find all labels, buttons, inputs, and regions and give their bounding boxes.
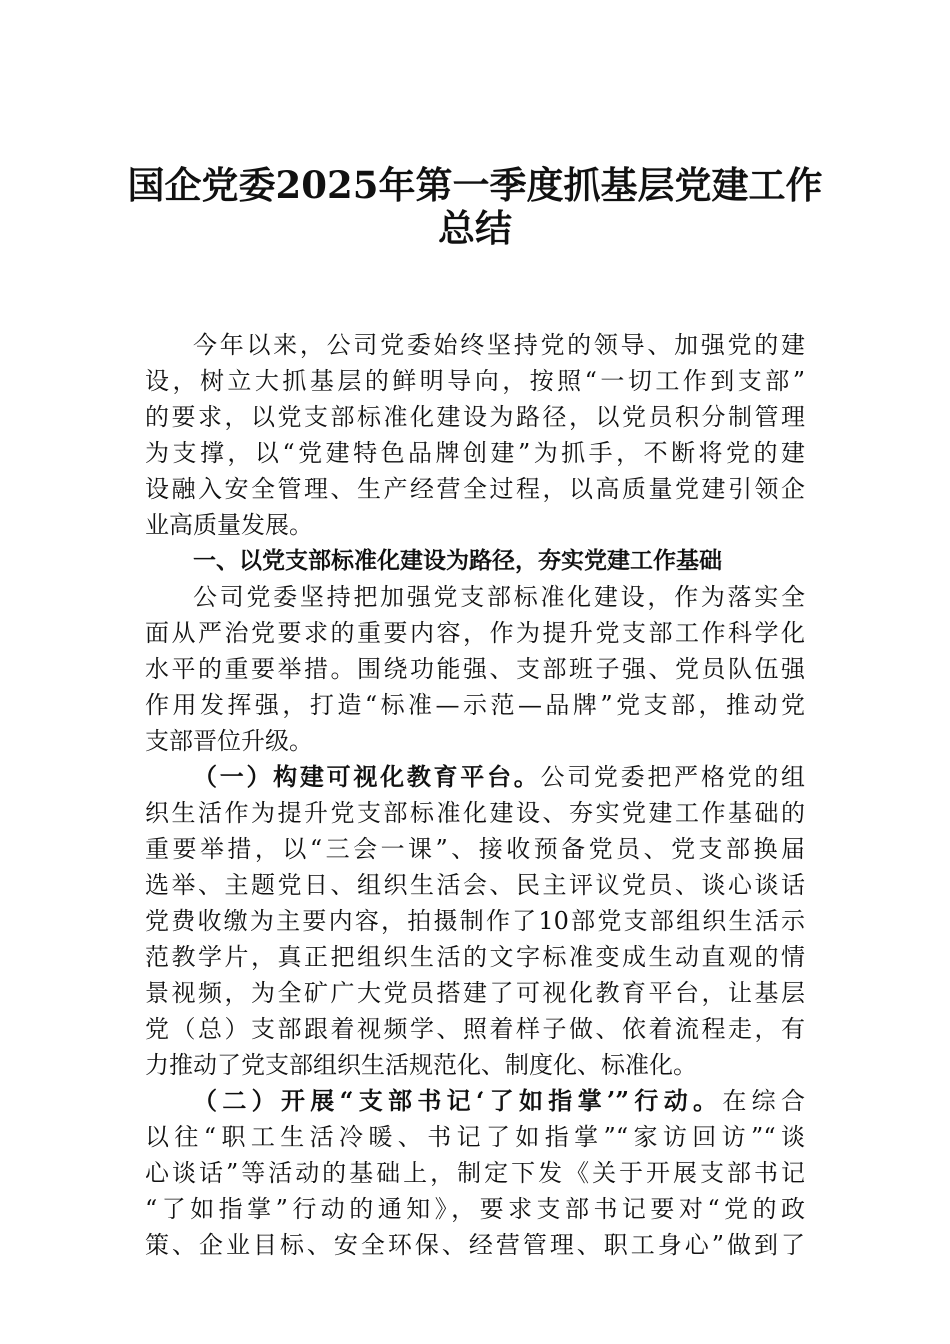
- item1-line: 选举、主题党日、组织生活会、民主评议党员、谈心谈话: [145, 871, 805, 899]
- item2-first-line: [145, 1083, 805, 1119]
- item1-line: 党（总）支部跟着视频学、照着样子做、依着流程走，有: [145, 1015, 805, 1043]
- section1-line: 支部晋位升级。: [145, 727, 313, 755]
- item1-line: 力推动了党支部组织生活规范化、制度化、标准化。: [145, 1051, 697, 1079]
- item1-line: 范教学片，真正把组织生活的文字标准变成生动直观的情: [145, 943, 805, 971]
- item2-first-rest: 在综合: [722, 1087, 805, 1115]
- section1-line: 公司党委坚持把加强党支部标准化建设，作为落实全: [193, 583, 805, 611]
- intro-line: 今年以来，公司党委始终坚持党的领导、加强党的建: [193, 331, 805, 359]
- item2-line: 以往“职工生活冷暖、书记了如指掌”“家访回访”“谈: [145, 1123, 805, 1151]
- item1-first-rest: 公司党委把严格党的组: [540, 763, 806, 791]
- document-title-line-1: 国企党委2025年第一季度抓基层党建工作: [127, 163, 823, 207]
- document-title-line-2: 总结: [438, 206, 512, 250]
- item1-line: 重要举措，以“三会一课”、接收预备党员、党支部换届: [145, 835, 805, 863]
- item2-line: “了如指掌”行动的通知》，要求支部书记要对“党的政: [145, 1195, 805, 1223]
- intro-line: 设融入安全管理、生产经营全过程，以高质量党建引领企: [145, 475, 805, 503]
- item1-line: 党费收缴为主要内容，拍摄制作了10部党支部组织生活示: [145, 907, 805, 935]
- item2-line: 心谈话”等活动的基础上，制定下发《关于开展支部书记: [145, 1159, 805, 1187]
- intro-line: 设，树立大抓基层的鲜明导向，按照“一切工作到支部”: [145, 367, 805, 395]
- item1-lead: （一）构建可视化教育平台。: [193, 762, 541, 791]
- item1-line: 织生活作为提升党支部标准化建设、夯实党建工作基础的: [145, 799, 805, 827]
- section1-line: 作用发挥强，打造“标准—示范—品牌”党支部，推动党: [145, 691, 805, 719]
- item1-first-line: [145, 759, 805, 795]
- intro-line: 业高质量发展。: [145, 511, 313, 539]
- item2-line: 策、企业目标、安全环保、经营管理、职工身心”做到了: [145, 1231, 805, 1259]
- intro-line: 的要求，以党支部标准化建设为路径，以党员积分制管理: [145, 403, 805, 431]
- section1-line: 水平的重要举措。围绕功能强、支部班子强、党员队伍强: [145, 655, 805, 683]
- intro-line: 为支撑，以“党建特色品牌创建”为抓手，不断将党的建: [145, 439, 805, 467]
- document-body: [145, 327, 805, 1263]
- item2-lead: （二）开展“支部书记‘了如指掌’”行动。: [193, 1086, 723, 1115]
- item1-line: 景视频，为全矿广大党员搭建了可视化教育平台，让基层: [145, 979, 805, 1007]
- section-heading: 一、以党支部标准化建设为路径，夯实党建工作基础: [193, 548, 722, 574]
- section1-line: 面从严治党要求的重要内容，作为提升党支部工作科学化: [145, 619, 805, 647]
